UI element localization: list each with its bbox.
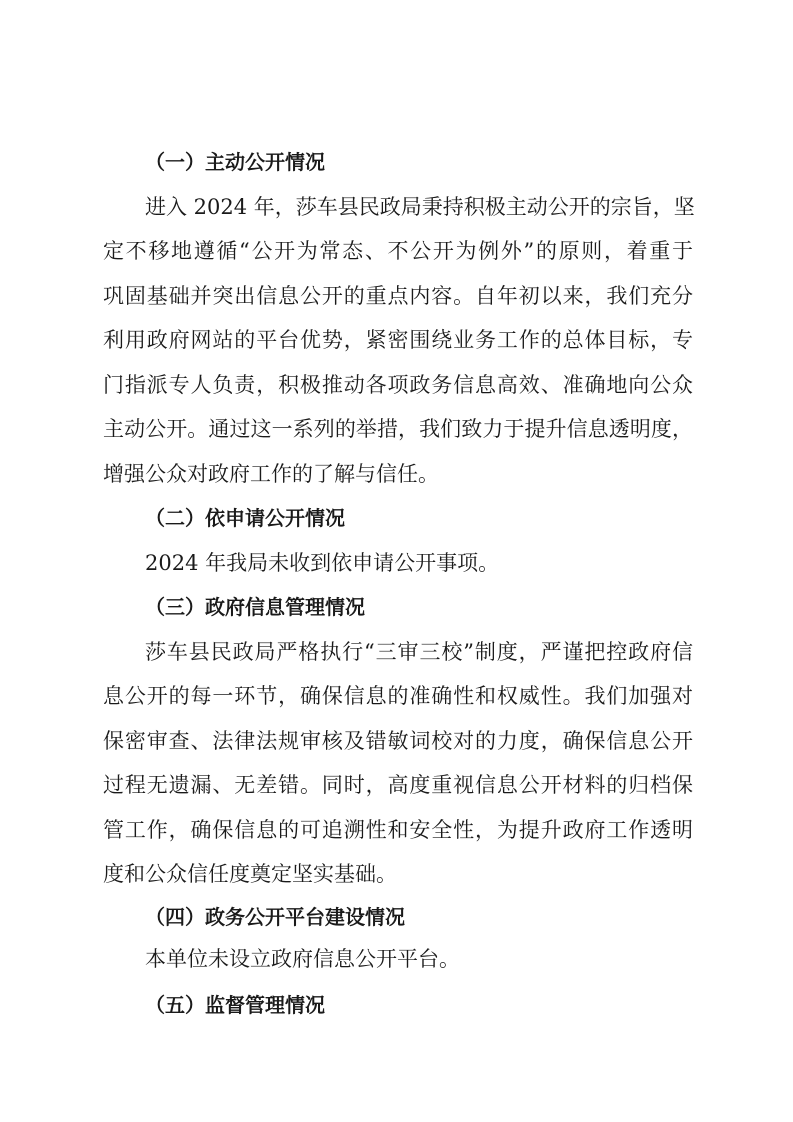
paragraph-line: 利用政府网站的平台优势，紧密围绕业务工作的总体目标，专: [103, 328, 693, 352]
section-heading-platform-construction: （四）政务公开平台建设情况: [145, 905, 405, 929]
paragraph-line: 巩固基础并突出信息公开的重点内容。自年初以来，我们充分: [103, 284, 693, 308]
paragraph-line: 增强公众对政府工作的了解与信任。: [103, 462, 439, 486]
paragraph-line: 莎车县民政局严格执行“三审三校”制度，严谨把控政府信: [145, 640, 693, 664]
paragraph-line: 进入 2024 年，莎车县民政局秉持积极主动公开的宗旨，坚: [145, 195, 695, 219]
section-heading-proactive-disclosure: （一）主动公开情况: [145, 150, 325, 174]
paragraph-line: 保密审查、法律法规审核及错敏词校对的力度，确保信息公开: [103, 729, 693, 753]
paragraph-line: 息公开的每一环节，确保信息的准确性和权威性。我们加强对: [103, 684, 693, 708]
paragraph-line: 门指派专人负责，积极推动各项政务信息高效、准确地向公众: [103, 373, 693, 397]
paragraph-line: 2024 年我局未收到依申请公开事项。: [145, 551, 500, 575]
paragraph-line: 定不移地遵循“公开为常态、不公开为例外”的原则，着重于: [103, 239, 693, 263]
paragraph-line: 过程无遗漏、无差错。同时，高度重视信息公开材料的归档保: [103, 773, 693, 797]
section-heading-information-management: （三）政府信息管理情况: [145, 595, 365, 619]
section-heading-application-disclosure: （二）依申请公开情况: [145, 506, 345, 530]
paragraph-line: 本单位未设立政府信息公开平台。: [145, 947, 460, 971]
paragraph-line: 度和公众信任度奠定坚实基础。: [103, 862, 397, 886]
paragraph-line: 主动公开。通过这一系列的举措，我们致力于提升信息透明度，: [103, 417, 693, 441]
paragraph-line: 管工作，确保信息的可追溯性和安全性，为提升政府工作透明: [103, 818, 693, 842]
section-heading-supervision: （五）监督管理情况: [145, 993, 325, 1017]
